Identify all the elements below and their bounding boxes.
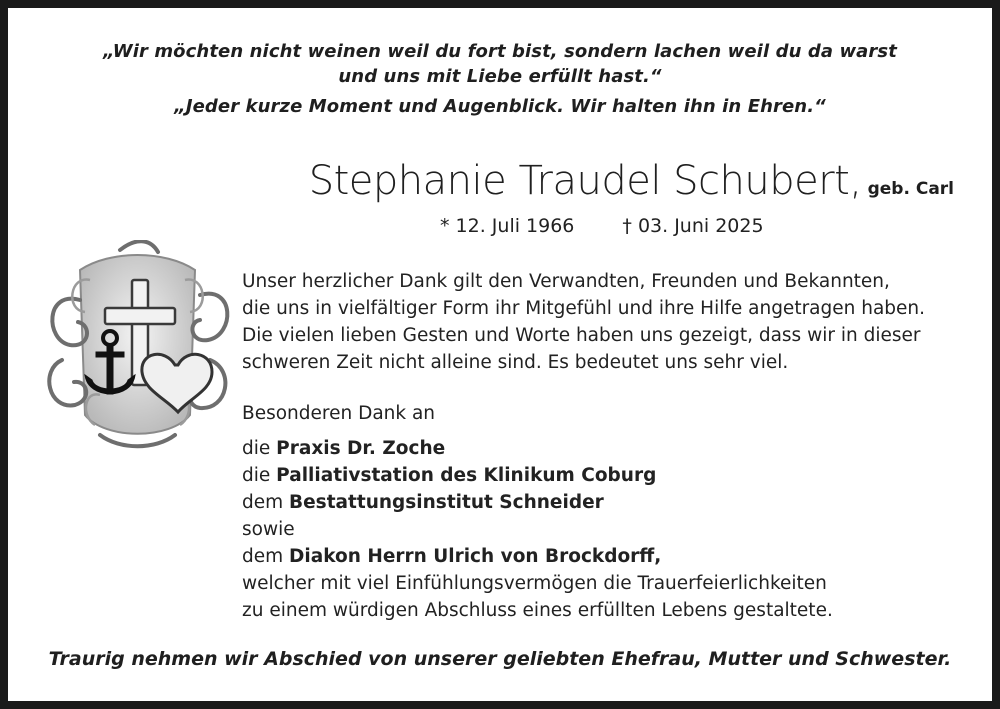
- deceased-name: Stephanie Traudel Schubert,: [308, 158, 862, 204]
- quote-line-3: „Jeder kurze Moment und Augenblick. Wir halten ihn in Ehren.“: [174, 96, 826, 117]
- name-row: [8, 158, 954, 204]
- life-dates: [440, 215, 764, 237]
- quote-line-1: „Wir möchten nicht weinen weil du fort bist, sondern lachen weil du da warst: [103, 41, 897, 62]
- special-thanks-tail: welcher mit viel Einfühlungsvermögen die Trauerfeierlichkeiten: [242, 573, 827, 594]
- item-name: Bestattungsinstitut Schneider: [289, 492, 604, 513]
- special-thanks: [242, 400, 833, 624]
- thanks-line: die uns in vielfältiger Form ihr Mitgefühl und ihre Hilfe angetragen haben.: [242, 298, 926, 319]
- item-prefix: dem: [242, 492, 290, 513]
- thanks-line: schweren Zeit nicht alleine sind. Es bedeutet uns sehr viel.: [242, 352, 789, 373]
- special-thanks-intro: Besonderen Dank an: [242, 403, 436, 424]
- special-thanks-item: [242, 543, 833, 570]
- special-thanks-tail: zu einem würdigen Abschluss eines erfüllten Lebens gestaltete.: [242, 600, 833, 621]
- item-name: Palliativstation des Klinikum Coburg: [276, 465, 657, 486]
- birth-name: geb. Carl: [867, 179, 954, 199]
- thanks-line: Unser herzlicher Dank gilt den Verwandten, Freunden und Bekannten,: [242, 271, 890, 292]
- conjunction: sowie: [242, 519, 295, 540]
- item-name: Praxis Dr. Zoche: [276, 438, 446, 459]
- item-prefix: die: [242, 465, 277, 486]
- special-thanks-item: [242, 462, 833, 489]
- special-thanks-item: [242, 435, 833, 462]
- quote-line-2: und uns mit Liebe erfüllt hast.“: [338, 66, 662, 87]
- special-thanks-item: [242, 489, 833, 516]
- cross-anchor-heart-emblem-icon: [40, 240, 235, 460]
- birth-date: * 12. Juli 1966: [440, 215, 575, 237]
- thanks-line: Die vielen lieben Gesten und Worte haben uns gezeigt, dass wir in dieser: [242, 325, 921, 346]
- closing-line: Traurig nehmen wir Abschied von unserer geliebten Ehefrau, Mutter und Schwester.: [48, 648, 952, 670]
- death-date: † 03. Juni 2025: [622, 215, 764, 237]
- item-prefix: die: [242, 438, 277, 459]
- item-name: Diakon Herrn Ulrich von Brockdorff,: [289, 546, 662, 567]
- item-prefix: dem: [242, 546, 290, 567]
- thanks-paragraph: [242, 268, 925, 376]
